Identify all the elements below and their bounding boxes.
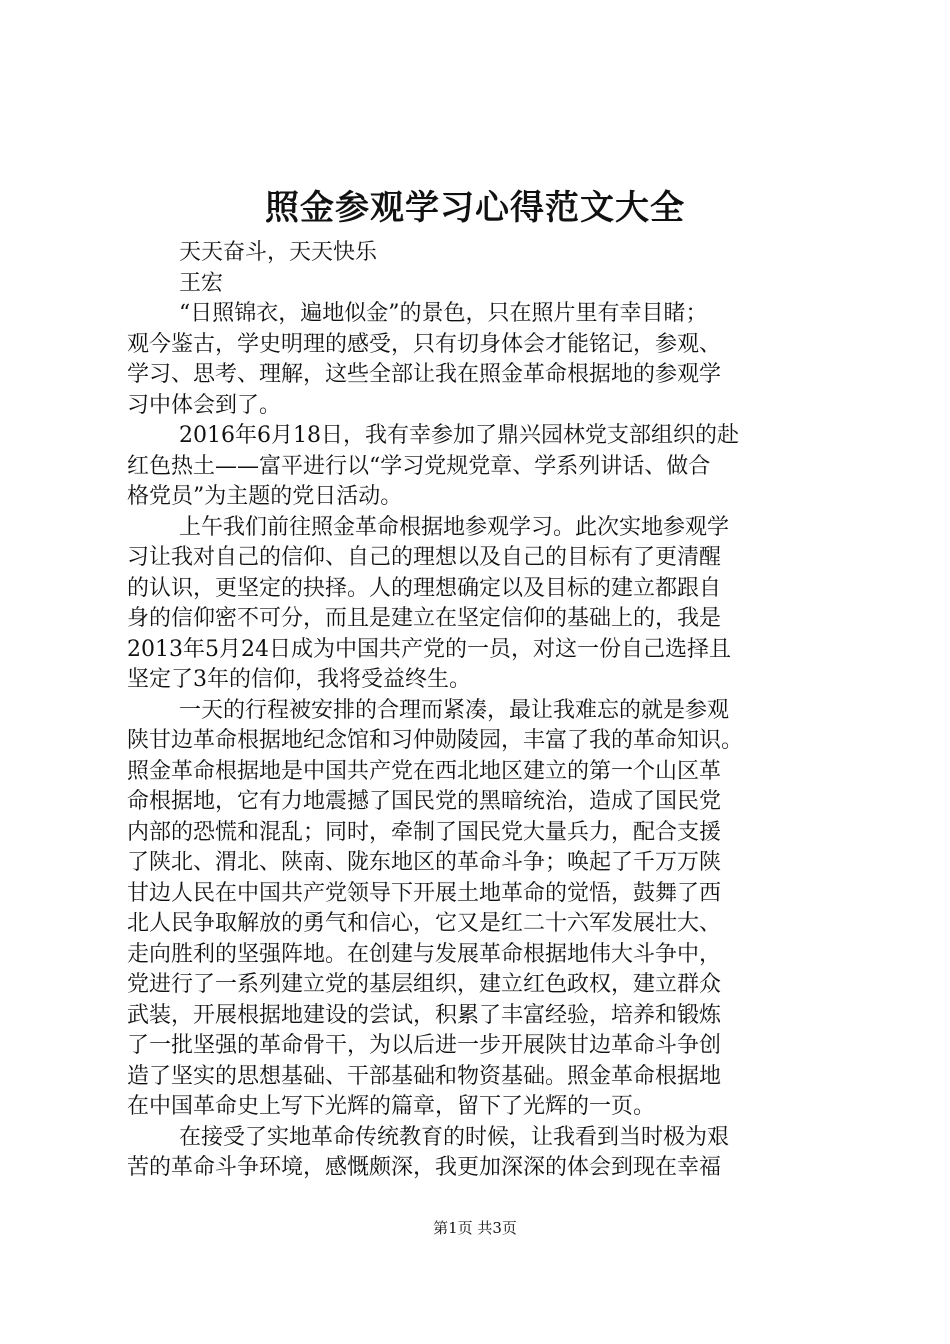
document-title: 照金参观学习心得范文大全 [265, 188, 685, 228]
body-line: 上午我们前往照金革命根据地参观学习。此次实地参观学 [179, 514, 730, 540]
body-line: 格党员”为主题的党日活动。 [127, 484, 403, 509]
body-line: 北人民争取解放的勇气和信心，它又是红二十六军发展壮大、 [127, 911, 722, 936]
body-line: 陕甘边革命根据地纪念馆和习仲勋陵园，丰富了我的革命知识。 [127, 728, 744, 753]
body-line: 内部的恐慌和混乱；同时，牵制了国民党大量兵力，配合支援 [127, 819, 722, 845]
document-body [127, 238, 829, 1184]
body-line: 的认识，更坚定的抉择。人的理想确定以及目标的建立都跟自 [127, 575, 722, 601]
body-line: 党进行了一系列建立党的基层组织，建立红色政权，建立群众 [127, 972, 722, 997]
body-line: 了一批坚强的革命骨干，为以后进一步开展陕甘边革命斗争创 [127, 1033, 722, 1058]
body-line: 在中国革命史上写下光辉的篇章，留下了光辉的一页。 [127, 1094, 656, 1119]
body-line: 红色热土——富平进行以“学习党规党章、学系列讲话、做合 [127, 453, 711, 479]
author-line: 王宏 [179, 270, 224, 296]
body-line: 照金革命根据地是中国共产党在西北地区建立的第一个山区革 [127, 758, 722, 784]
body-line: 2016年6月18日，我有幸参加了鼎兴园林党支部组织的赴 [179, 423, 739, 448]
body-line: 武装，开展根据地建设的尝试，积累了丰富经验，培养和锻炼 [127, 1002, 722, 1028]
body-line: 观今鉴古，学史明理的感受，只有切身体会才能铭记，参观、 [127, 331, 722, 357]
body-line: 习中体会到了。 [127, 392, 282, 418]
page-footer: 第1页 共3页 [433, 1219, 517, 1237]
body-line: 命根据地，它有力地震撼了国民党的黑暗统治，造成了国民党 [127, 789, 722, 814]
body-line: 习让我对自己的信仰、自己的理想以及自己的目标有了更清醒 [127, 545, 722, 570]
body-line: 在接受了实地革命传统教育的时候，让我看到当时极为艰 [179, 1124, 730, 1150]
body-line: 甘边人民在中国共产党领导下开展土地革命的觉悟，鼓舞了西 [127, 880, 722, 906]
body-line: 2013年5月24日成为中国共产党的一员，对这一份自己选择且 [127, 636, 731, 662]
body-lines [127, 299, 829, 1184]
body-line: 一天的行程被安排的合理而紧凑，最让我难忘的就是参观 [179, 697, 730, 723]
body-line: 造了坚实的思想基础、干部基础和物资基础。照金革命根据地 [127, 1063, 722, 1089]
body-line: 走向胜利的坚强阵地。在创建与发展革命根据地伟大斗争中， [127, 941, 722, 967]
subtitle-line: 天天奋斗，天天快乐 [179, 240, 378, 265]
body-line: 身的信仰密不可分，而且是建立在坚定信仰的基础上的，我是 [127, 606, 722, 631]
body-line: “日照锦衣，遍地似金”的景色，只在照片里有幸目睹； [179, 301, 708, 326]
body-line: 苦的革命斗争环境，感慨颇深，我更加深深的体会到现在幸福 [127, 1155, 722, 1180]
body-line: 学习、思考、理解，这些全部让我在照金革命根据地的参观学 [127, 362, 722, 387]
body-line: 了陕北、渭北、陕南、陇东地区的革命斗争；唤起了千万万陕 [127, 850, 722, 875]
body-line: 坚定了3年的信仰，我将受益终生。 [127, 667, 471, 692]
